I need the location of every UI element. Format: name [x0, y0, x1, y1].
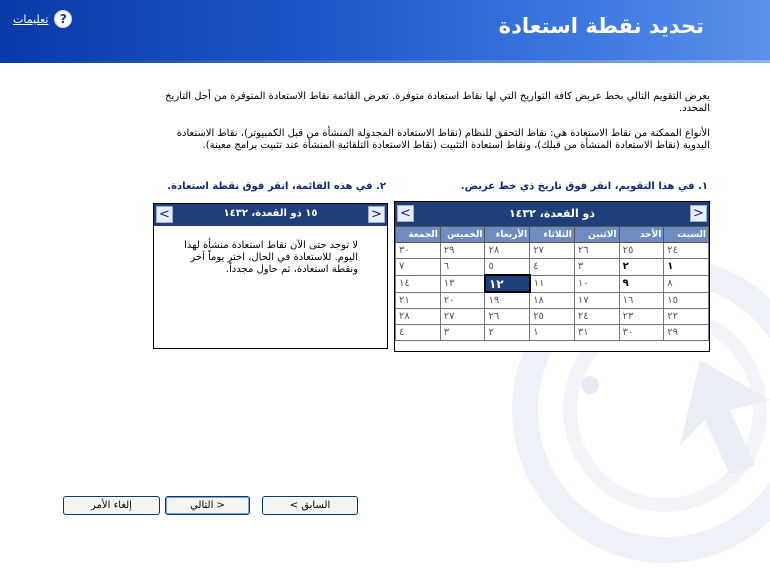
calendar-day[interactable]: ١١ [530, 275, 575, 292]
restore-point-list [153, 203, 388, 349]
calendar-day[interactable]: ٨ [664, 275, 709, 292]
calendar-day[interactable]: ٢٥ [619, 243, 664, 259]
intro-paragraph-2: الأنواع الممكنة من نقاط الاستعادة هي: نقاط التحقق للنظام (نقاط الاستعادة المجدولة المنشأة من قبل الكمبيوتر)، نقاط الاستعادة اليدوية (نقاط الاستعادة المنشأة من قبلك)، ونقاط استعادة التثبيت (نقاط الاستعادة التلقائية المنشأة عند تثبيت برامج معينة). [176, 128, 710, 151]
calendar-day-selected[interactable]: ١٢ [485, 275, 530, 292]
calendar-day[interactable]: ٣٠ [619, 325, 664, 341]
calendar-instruction: ١. في هذا التقويم، انقر فوق تاريخ ذي خط عريض. [460, 181, 708, 192]
list-next-day-button[interactable]: > [368, 206, 385, 223]
calendar-day[interactable]: ٤ [530, 259, 575, 276]
calendar-day[interactable]: ٣ [574, 259, 619, 276]
calendar-day[interactable]: ٣١ [574, 325, 619, 341]
help-area [13, 10, 72, 28]
calendar-day[interactable]: ٢٣ [619, 309, 664, 325]
calendar-grid [395, 226, 709, 341]
calendar-day[interactable]: ٢٦ [574, 243, 619, 259]
calendar-week [396, 243, 709, 259]
question-icon[interactable]: ? [54, 10, 72, 28]
calendar-day[interactable]: ٢٧ [440, 309, 485, 325]
list-prev-day-button[interactable]: < [156, 206, 173, 223]
intro-paragraph-1: يعرض التقويم التالي بخط عريض كافة التواريخ التي لها نقاط استعادة متوفرة. تعرض القائمة نقاط الاستعادة المتوفرة من أجل التاريخ المحدد. [165, 91, 710, 114]
calendar-header [395, 202, 709, 226]
wizard-header [0, 0, 770, 60]
weekday-header: الجمعة [396, 227, 441, 243]
calendar-day[interactable]: ١ [530, 325, 575, 341]
list-date-label: ١٥ ذو القعدة، ١٤٣٢ [223, 208, 318, 219]
calendar-week [396, 309, 709, 325]
calendar-day[interactable]: ٧ [396, 259, 441, 276]
calendar-day[interactable]: ٢٢ [664, 309, 709, 325]
calendar-day[interactable]: ٢ [485, 325, 530, 341]
calendar-day[interactable]: ١٣ [440, 275, 485, 292]
weekday-header: الأحد [619, 227, 664, 243]
list-instruction: ٢. في هذه القائمة، انقر فوق نقطة استعادة. [167, 181, 386, 192]
calendar-day[interactable]: ٣ [440, 325, 485, 341]
calendar-day[interactable]: ٦ [440, 259, 485, 276]
calendar-day[interactable]: ٢٦ [485, 309, 530, 325]
calendar-day-restore-point[interactable]: ٢ [619, 259, 664, 276]
weekday-header: الاثنين [574, 227, 619, 243]
restore-calendar [394, 201, 710, 352]
calendar-day[interactable]: ٤ [396, 325, 441, 341]
cancel-button[interactable]: إلغاء الأمر [63, 496, 160, 515]
calendar-day[interactable]: ٢٩ [440, 243, 485, 259]
calendar-day[interactable]: ١٩ [485, 292, 530, 309]
calendar-day[interactable]: ٢١ [396, 292, 441, 309]
page-title: تحديد نقطة استعادة [498, 14, 704, 38]
help-link[interactable]: تعليمات [13, 12, 49, 26]
calendar-day[interactable]: ٢٧ [530, 243, 575, 259]
calendar-day[interactable]: ٢٤ [664, 243, 709, 259]
calendar-day-restore-point[interactable]: ٩ [619, 275, 664, 292]
calendar-day[interactable]: ٢٥ [530, 309, 575, 325]
calendar-day[interactable]: ٢٨ [485, 243, 530, 259]
weekday-header: الخميس [440, 227, 485, 243]
calendar-day[interactable]: ٢٨ [396, 309, 441, 325]
weekday-row [396, 227, 709, 243]
back-button[interactable]: < السابق [262, 496, 358, 515]
weekday-header: السبت [664, 227, 709, 243]
calendar-week [396, 292, 709, 309]
calendar-day[interactable]: ٢٩ [664, 325, 709, 341]
calendar-day[interactable]: ١٠ [574, 275, 619, 292]
list-header [154, 204, 387, 226]
calendar-prev-month-button[interactable]: < [397, 205, 414, 222]
weekday-header: الأربعاء [485, 227, 530, 243]
calendar-day[interactable]: ٥ [485, 259, 530, 276]
weekday-header: الثلاثاء [530, 227, 575, 243]
calendar-day[interactable]: ٢٠ [440, 292, 485, 309]
calendar-week [396, 275, 709, 292]
calendar-day-restore-point[interactable]: ١ [664, 259, 709, 276]
calendar-month-label: ذو القعدة، ١٤٣٢ [508, 207, 596, 220]
calendar-day[interactable]: ١٥ [664, 292, 709, 309]
calendar-day[interactable]: ١٨ [530, 292, 575, 309]
calendar-next-month-button[interactable]: > [690, 205, 707, 222]
calendar-day[interactable]: ٢٤ [574, 309, 619, 325]
calendar-day[interactable]: ٣٠ [396, 243, 441, 259]
calendar-week [396, 259, 709, 276]
no-restore-points-message: لا توجد حتى الآن نقاط استعادة منشأة لهذا اليوم. للاستعادة في الحال، اختر يوماً آخر ونقطة استعادة، ثم حاول مجدداً. [184, 240, 358, 275]
calendar-day[interactable]: ١٦ [619, 292, 664, 309]
calendar-day[interactable]: ١٤ [396, 275, 441, 292]
calendar-day[interactable]: ١٧ [574, 292, 619, 309]
calendar-week [396, 325, 709, 341]
next-button[interactable]: التالي > [165, 496, 250, 515]
header-divider [0, 60, 770, 63]
